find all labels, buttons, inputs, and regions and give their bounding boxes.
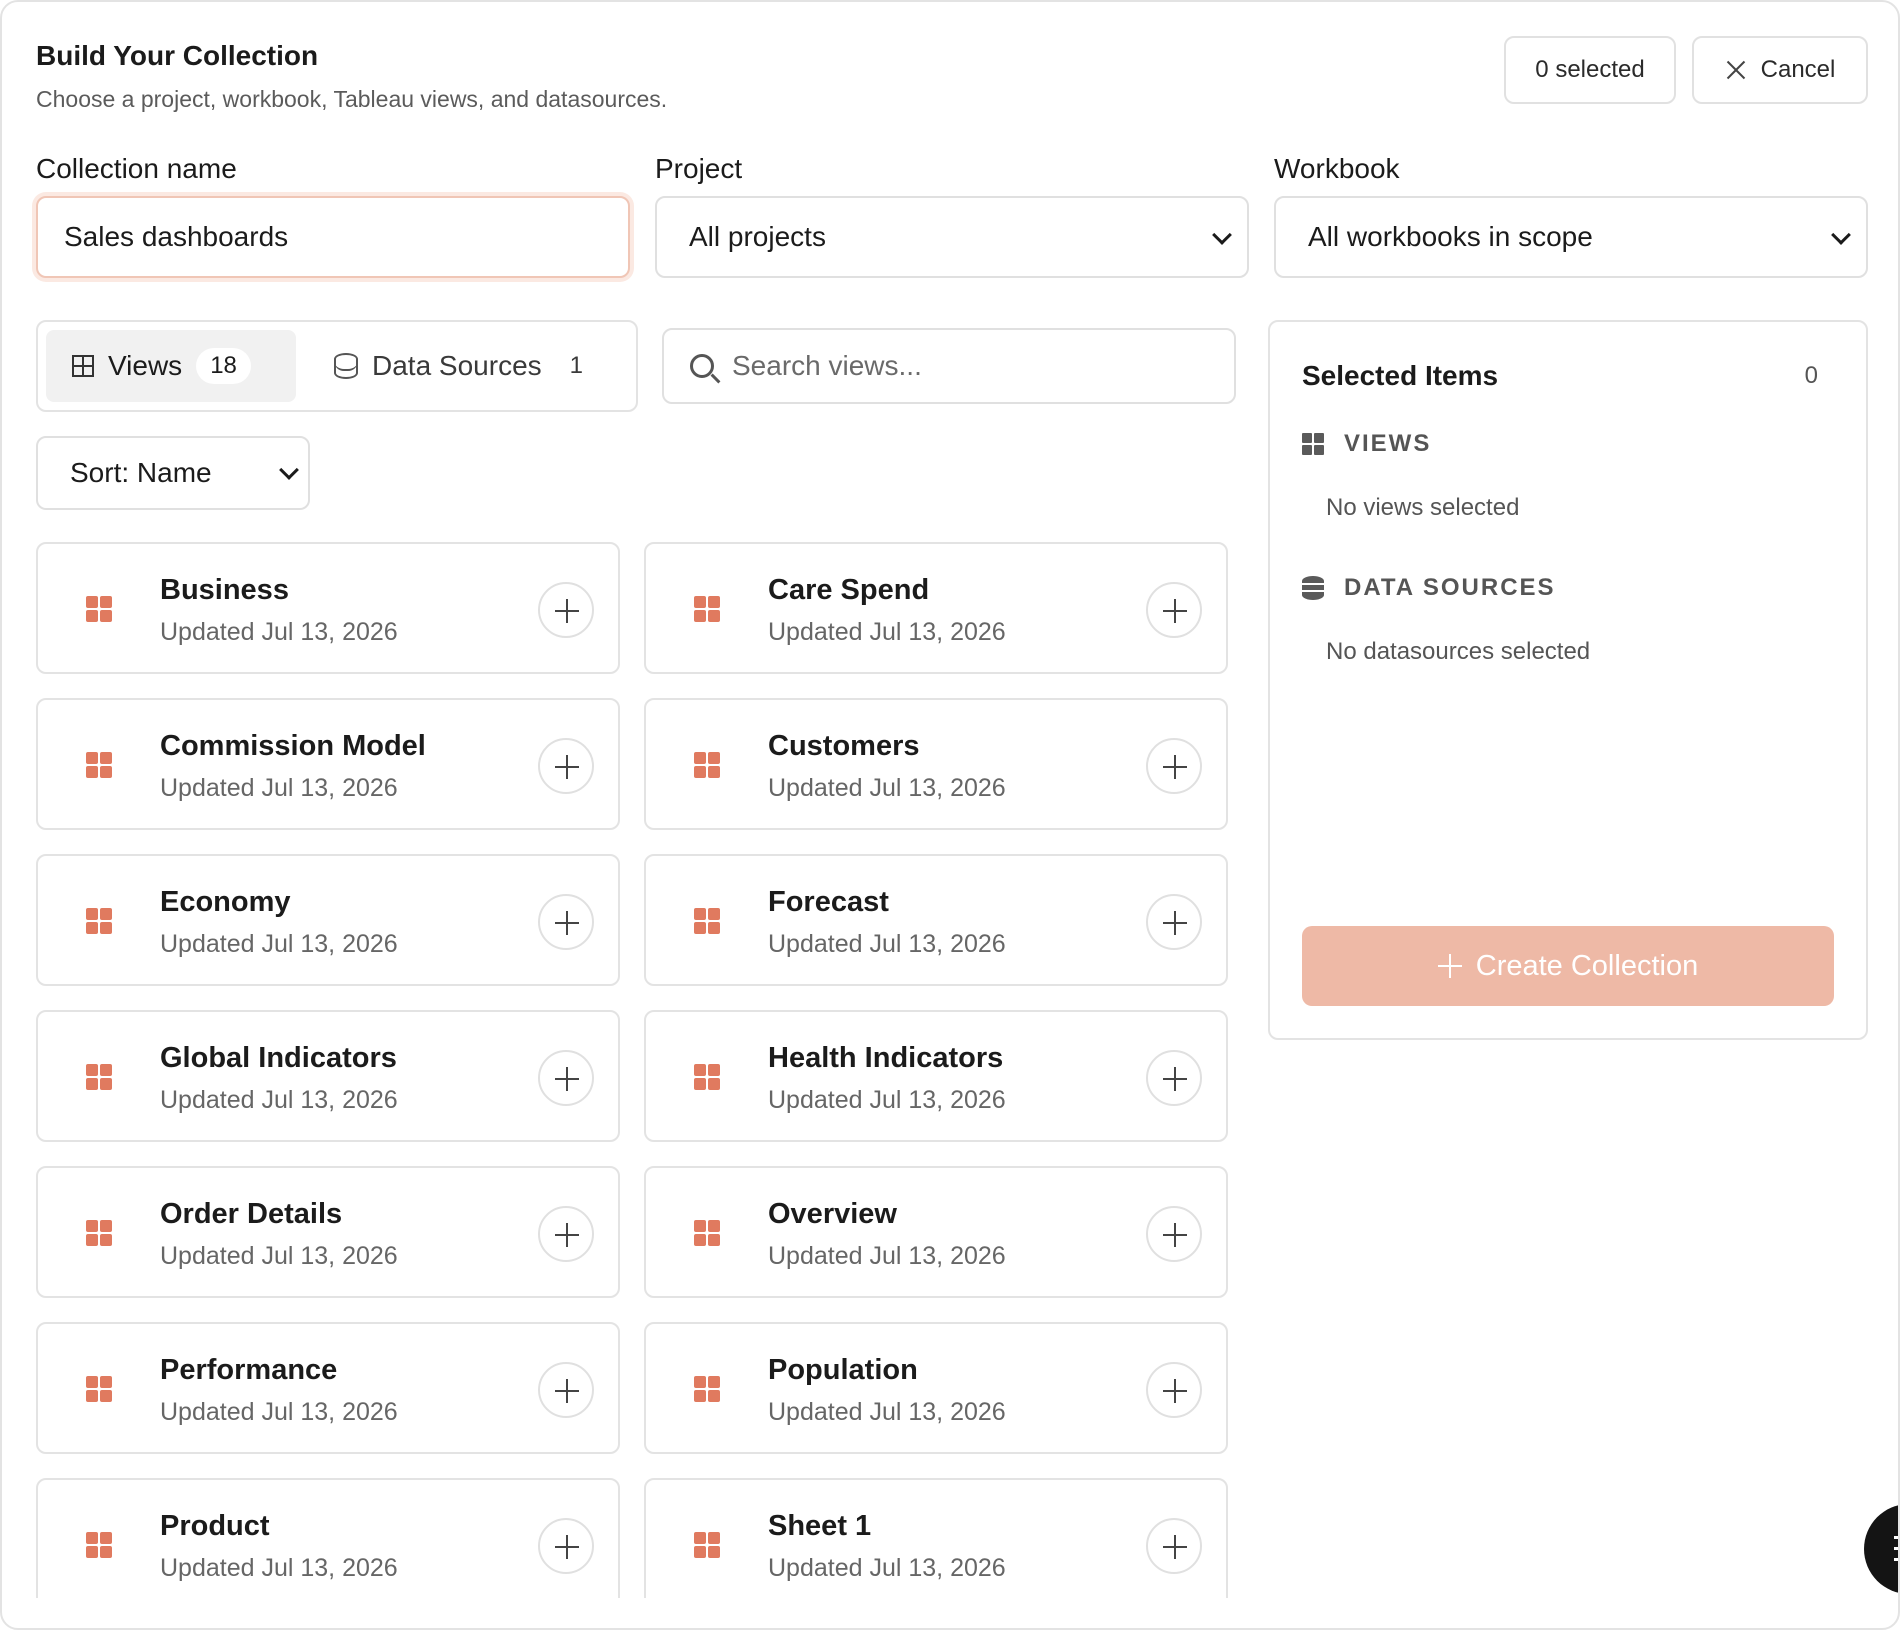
view-updated: Updated Jul 13, 2026 [160, 1398, 398, 1426]
tab-views-count: 18 [196, 348, 251, 384]
chevron-down-icon [1831, 225, 1851, 245]
add-view-button[interactable] [1146, 1050, 1202, 1106]
view-type-tabs [36, 320, 638, 412]
view-name: Order Details [160, 1198, 343, 1230]
add-view-button[interactable] [538, 1206, 594, 1262]
datasources-heading-label: DATA SOURCES [1344, 574, 1556, 601]
view-name: Forecast [768, 886, 889, 918]
view-grid-icon [694, 596, 720, 622]
view-updated: Updated Jul 13, 2026 [160, 1554, 398, 1582]
workbook-label: Workbook [1274, 153, 1400, 184]
menu-icon-line [1894, 1558, 1900, 1561]
view-updated: Updated Jul 13, 2026 [768, 1398, 1006, 1426]
tab-views[interactable] [46, 330, 296, 402]
view-grid-icon [86, 908, 112, 934]
collection-name-input[interactable] [36, 196, 630, 278]
tab-views-label: Views [108, 350, 183, 381]
table-grid-icon [72, 355, 94, 377]
floating-menu-button[interactable] [1864, 1504, 1900, 1594]
view-updated: Updated Jul 13, 2026 [160, 1242, 398, 1270]
search-icon [690, 354, 714, 378]
datasources-section-heading [1302, 574, 1556, 602]
database-icon [1302, 576, 1324, 600]
plus-icon [1438, 954, 1462, 978]
view-grid-icon [86, 1376, 112, 1402]
views-grid-icon [1302, 433, 1324, 455]
add-view-button[interactable] [1146, 1362, 1202, 1418]
view-grid-icon [694, 1376, 720, 1402]
view-name: Performance [160, 1354, 338, 1386]
view-updated: Updated Jul 13, 2026 [768, 1086, 1006, 1114]
view-card[interactable] [36, 1166, 620, 1298]
view-grid-icon [694, 1532, 720, 1558]
view-card[interactable] [644, 542, 1228, 674]
search-placeholder: Search views... [732, 350, 922, 381]
views-empty-note: No views selected [1326, 494, 1520, 521]
view-name: Overview [768, 1198, 897, 1230]
view-updated: Updated Jul 13, 2026 [768, 930, 1006, 958]
view-updated: Updated Jul 13, 2026 [160, 774, 398, 802]
view-card[interactable] [644, 1478, 1228, 1598]
view-card[interactable] [644, 1010, 1228, 1142]
view-updated: Updated Jul 13, 2026 [160, 930, 398, 958]
create-collection-button[interactable] [1302, 926, 1834, 1006]
view-card[interactable] [644, 1166, 1228, 1298]
view-name: Global Indicators [160, 1042, 397, 1074]
view-grid-icon [86, 1220, 112, 1246]
view-updated: Updated Jul 13, 2026 [160, 1086, 398, 1114]
view-name: Care Spend [768, 574, 930, 606]
selected-items-count: 0 [1804, 362, 1818, 389]
views-heading-label: VIEWS [1344, 430, 1432, 457]
view-card[interactable] [36, 1322, 620, 1454]
database-icon [334, 353, 358, 379]
tab-data-sources-count: 1 [569, 352, 583, 379]
view-name: Economy [160, 886, 291, 918]
view-grid-icon [694, 1064, 720, 1090]
selected-items-title: Selected Items [1302, 360, 1499, 391]
view-grid-icon [694, 1220, 720, 1246]
tab-data-sources[interactable] [308, 330, 628, 402]
chevron-down-icon [1212, 225, 1232, 245]
add-view-button[interactable] [538, 894, 594, 950]
collection-name-label: Collection name [36, 153, 237, 184]
view-updated: Updated Jul 13, 2026 [768, 774, 1006, 802]
tab-data-sources-label: Data Sources [372, 350, 542, 381]
view-card[interactable] [36, 542, 620, 674]
view-name: Commission Model [160, 730, 426, 762]
view-card[interactable] [36, 854, 620, 986]
add-view-button[interactable] [538, 1362, 594, 1418]
view-updated: Updated Jul 13, 2026 [160, 618, 398, 646]
view-card[interactable] [36, 698, 620, 830]
view-name: Business [160, 574, 289, 606]
view-name: Product [160, 1510, 270, 1542]
chevron-down-icon [279, 460, 299, 480]
search-input[interactable] [662, 328, 1236, 404]
view-name: Sheet 1 [768, 1510, 872, 1542]
create-collection-label: Create Collection [1475, 949, 1699, 982]
view-grid-icon [86, 752, 112, 778]
view-name: Population [768, 1354, 918, 1386]
cancel-label: Cancel [1760, 56, 1836, 83]
view-card[interactable] [644, 854, 1228, 986]
add-view-button[interactable] [1146, 894, 1202, 950]
page-title: Build Your Collection [36, 40, 319, 71]
view-name: Customers [768, 730, 920, 762]
workbook-select-value: All workbooks in scope [1308, 221, 1593, 252]
sort-select-value: Sort: Name [70, 457, 212, 488]
add-view-button[interactable] [538, 582, 594, 638]
datasources-empty-note: No datasources selected [1326, 638, 1591, 665]
view-grid-icon [86, 1532, 112, 1558]
project-select[interactable] [655, 196, 1249, 278]
close-icon [1725, 59, 1747, 81]
selected-count-button[interactable] [1504, 36, 1676, 104]
view-grid-icon [86, 1064, 112, 1090]
selected-items-panel [1268, 320, 1868, 1040]
add-view-button[interactable] [538, 1518, 594, 1574]
add-view-button[interactable] [1146, 738, 1202, 794]
view-card[interactable] [36, 1010, 620, 1142]
cancel-button[interactable] [1692, 36, 1868, 104]
collection-name-value: Sales dashboards [64, 221, 289, 252]
menu-icon [1894, 1536, 1900, 1539]
workbook-select[interactable] [1274, 196, 1868, 278]
view-name: Health Indicators [768, 1042, 1004, 1074]
view-grid-icon [86, 596, 112, 622]
selected-count-label: 0 selected [1535, 56, 1645, 83]
menu-icon-line [1894, 1547, 1900, 1550]
add-view-button[interactable] [1146, 1206, 1202, 1262]
sort-select[interactable] [36, 436, 310, 510]
view-updated: Updated Jul 13, 2026 [768, 618, 1006, 646]
add-view-button[interactable] [538, 1050, 594, 1106]
add-view-button[interactable] [1146, 1518, 1202, 1574]
add-view-button[interactable] [1146, 582, 1202, 638]
project-label: Project [655, 153, 743, 184]
view-updated: Updated Jul 13, 2026 [768, 1554, 1006, 1582]
view-grid-icon [694, 752, 720, 778]
views-list [36, 542, 1228, 1598]
page-subtitle: Choose a project, workbook, Tableau views, and datasources. [36, 86, 668, 112]
views-section-heading [1302, 430, 1431, 458]
view-updated: Updated Jul 13, 2026 [768, 1242, 1006, 1270]
view-grid-icon [694, 908, 720, 934]
view-card[interactable] [644, 1322, 1228, 1454]
project-select-value: All projects [689, 221, 826, 252]
add-view-button[interactable] [538, 738, 594, 794]
view-card[interactable] [36, 1478, 620, 1598]
view-card[interactable] [644, 698, 1228, 830]
